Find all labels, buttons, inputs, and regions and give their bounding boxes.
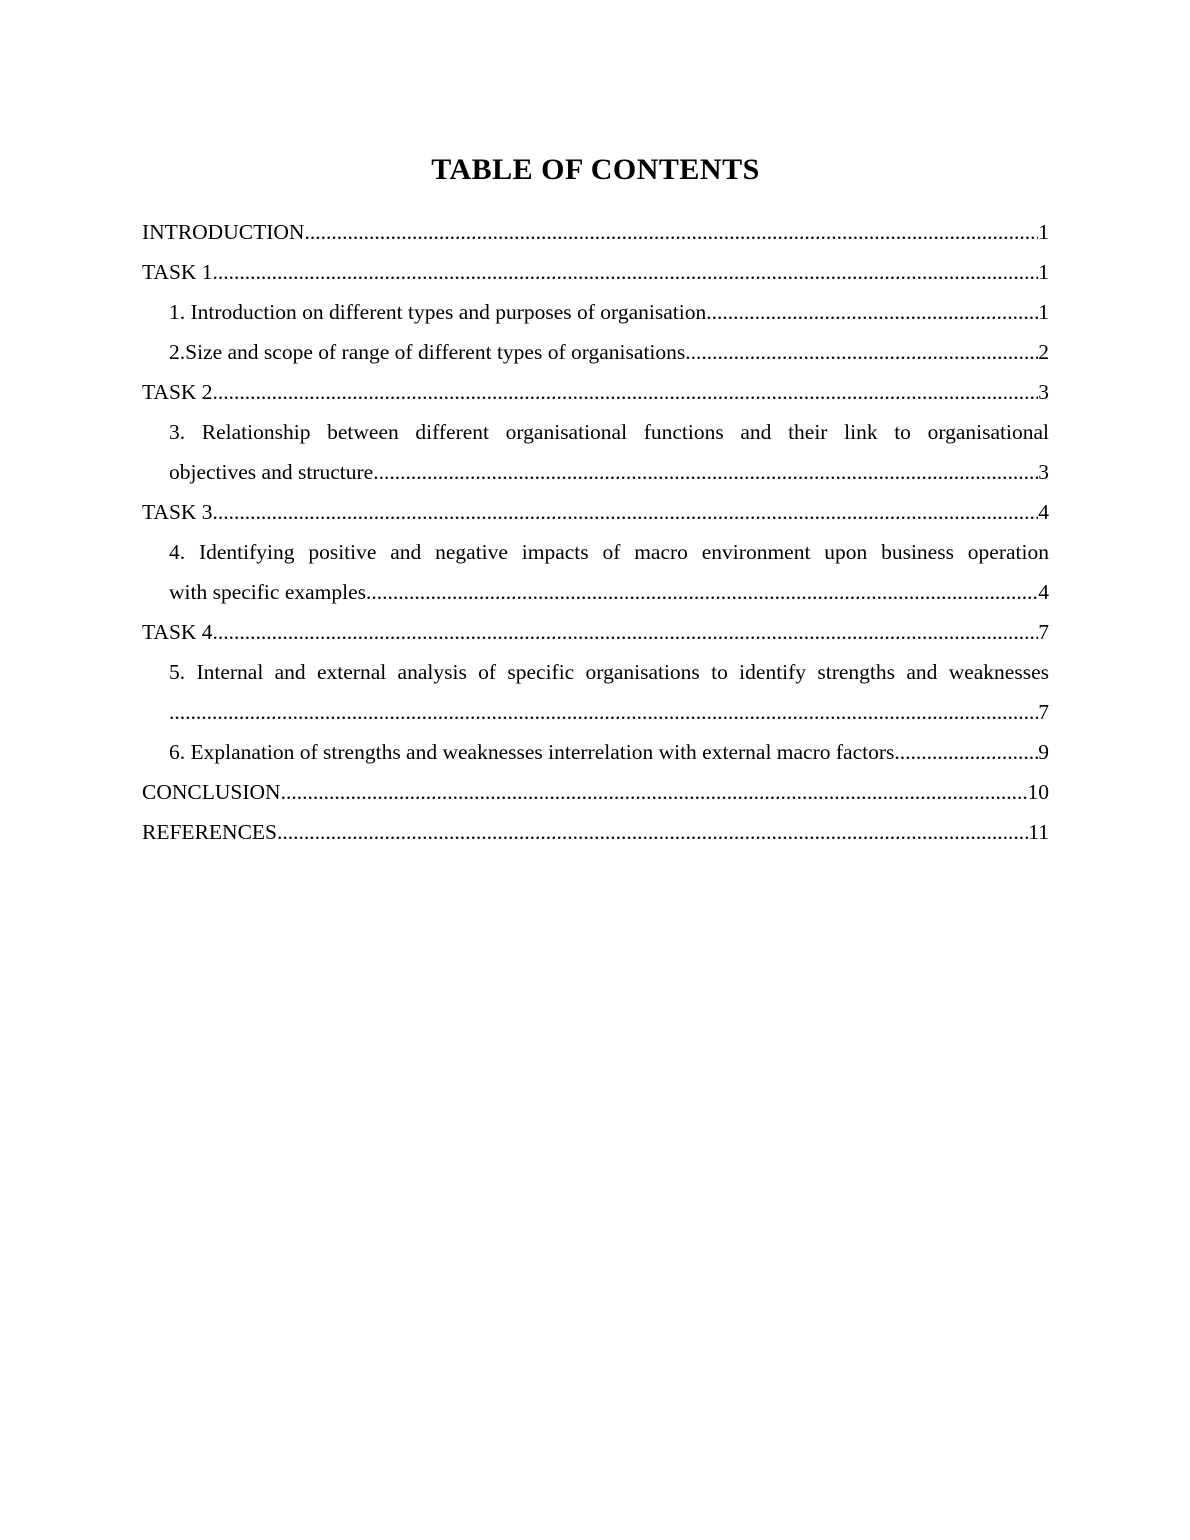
toc-entry-task-2 — [142, 372, 1049, 412]
toc-entry-label: TASK 2 — [142, 380, 213, 404]
toc-dot-leader — [213, 372, 1039, 412]
toc-entry-label: 6. Explanation of strengths and weaknesses interrelation with external macro factors — [169, 740, 895, 764]
toc-entry-task-3 — [142, 492, 1049, 532]
toc-entry-label: INTRODUCTION — [142, 220, 305, 244]
toc-entry-conclusion — [142, 772, 1049, 812]
toc-page-number: 1 — [1038, 220, 1049, 244]
toc-page-number: 10 — [1027, 780, 1049, 804]
toc-page-number: 7 — [1038, 620, 1049, 644]
toc-dot-leader — [277, 812, 1028, 852]
toc-dot-leader — [373, 452, 1038, 492]
toc-entry-line1: 4. Identifying positive and negative impacts of macro environment upon business operation — [169, 540, 1049, 564]
toc-entry-label: with specific examples — [169, 580, 367, 604]
toc-page-number: 2 — [1038, 340, 1049, 364]
toc-entry-introduction-types-purposes — [169, 292, 1049, 332]
toc-dot-leader — [213, 492, 1039, 532]
toc-page-number: 3 — [1038, 460, 1049, 484]
toc-entry-label: objectives and structure — [169, 460, 374, 484]
toc-entry-label: REFERENCES — [142, 820, 277, 844]
toc-entry-line1: 3. Relationship between different organisational functions and their link to organisational — [169, 420, 1049, 444]
toc-dot-leader — [213, 612, 1039, 652]
toc-list — [142, 212, 1049, 852]
toc-dot-leader — [281, 772, 1028, 812]
toc-entry-label: 2.Size and scope of range of different types of organisations — [169, 340, 686, 364]
toc-entry-introduction — [142, 212, 1049, 252]
toc-entry-relationship-functions — [169, 412, 1049, 492]
toc-dot-leader — [894, 732, 1038, 772]
toc-dot-leader — [169, 692, 1038, 732]
toc-page-number: 1 — [1038, 300, 1049, 324]
toc-page-number: 3 — [1038, 380, 1049, 404]
toc-page-number: 4 — [1038, 500, 1049, 524]
toc-entry-explanation-strengths-weaknesses — [169, 732, 1049, 772]
toc-entry-size-and-scope — [169, 332, 1049, 372]
toc-page-number: 7 — [1038, 700, 1049, 724]
toc-entry-line1: 5. Internal and external analysis of specific organisations to identify strengths and weaknesses — [169, 660, 1049, 684]
toc-entry-label: CONCLUSION — [142, 780, 281, 804]
toc-entry-label: TASK 1 — [142, 260, 213, 284]
toc-dot-leader — [685, 332, 1038, 372]
toc-dot-leader — [366, 572, 1038, 612]
toc-entry-line2 — [169, 692, 1049, 732]
toc-dot-leader — [304, 212, 1038, 252]
toc-page-number: 9 — [1038, 740, 1049, 764]
toc-page-number: 4 — [1038, 580, 1049, 604]
toc-entry-label: 1. Introduction on different types and purposes of organisation — [169, 300, 707, 324]
toc-entry-references — [142, 812, 1049, 852]
toc-dot-leader — [213, 252, 1039, 292]
toc-entry-label: TASK 4 — [142, 620, 213, 644]
toc-entry-line2 — [169, 452, 1049, 492]
toc-entry-label: TASK 3 — [142, 500, 213, 524]
page-title: TABLE OF CONTENTS — [431, 153, 760, 186]
toc-entry-internal-external-analysis — [169, 652, 1049, 732]
toc-entry-task-1 — [142, 252, 1049, 292]
toc-entry-task-4 — [142, 612, 1049, 652]
toc-entry-identifying-impacts — [169, 532, 1049, 612]
toc-page-number: 1 — [1038, 260, 1049, 284]
toc-dot-leader — [706, 292, 1038, 332]
toc-page-number: 11 — [1028, 820, 1049, 844]
toc-entry-line2 — [169, 572, 1049, 612]
